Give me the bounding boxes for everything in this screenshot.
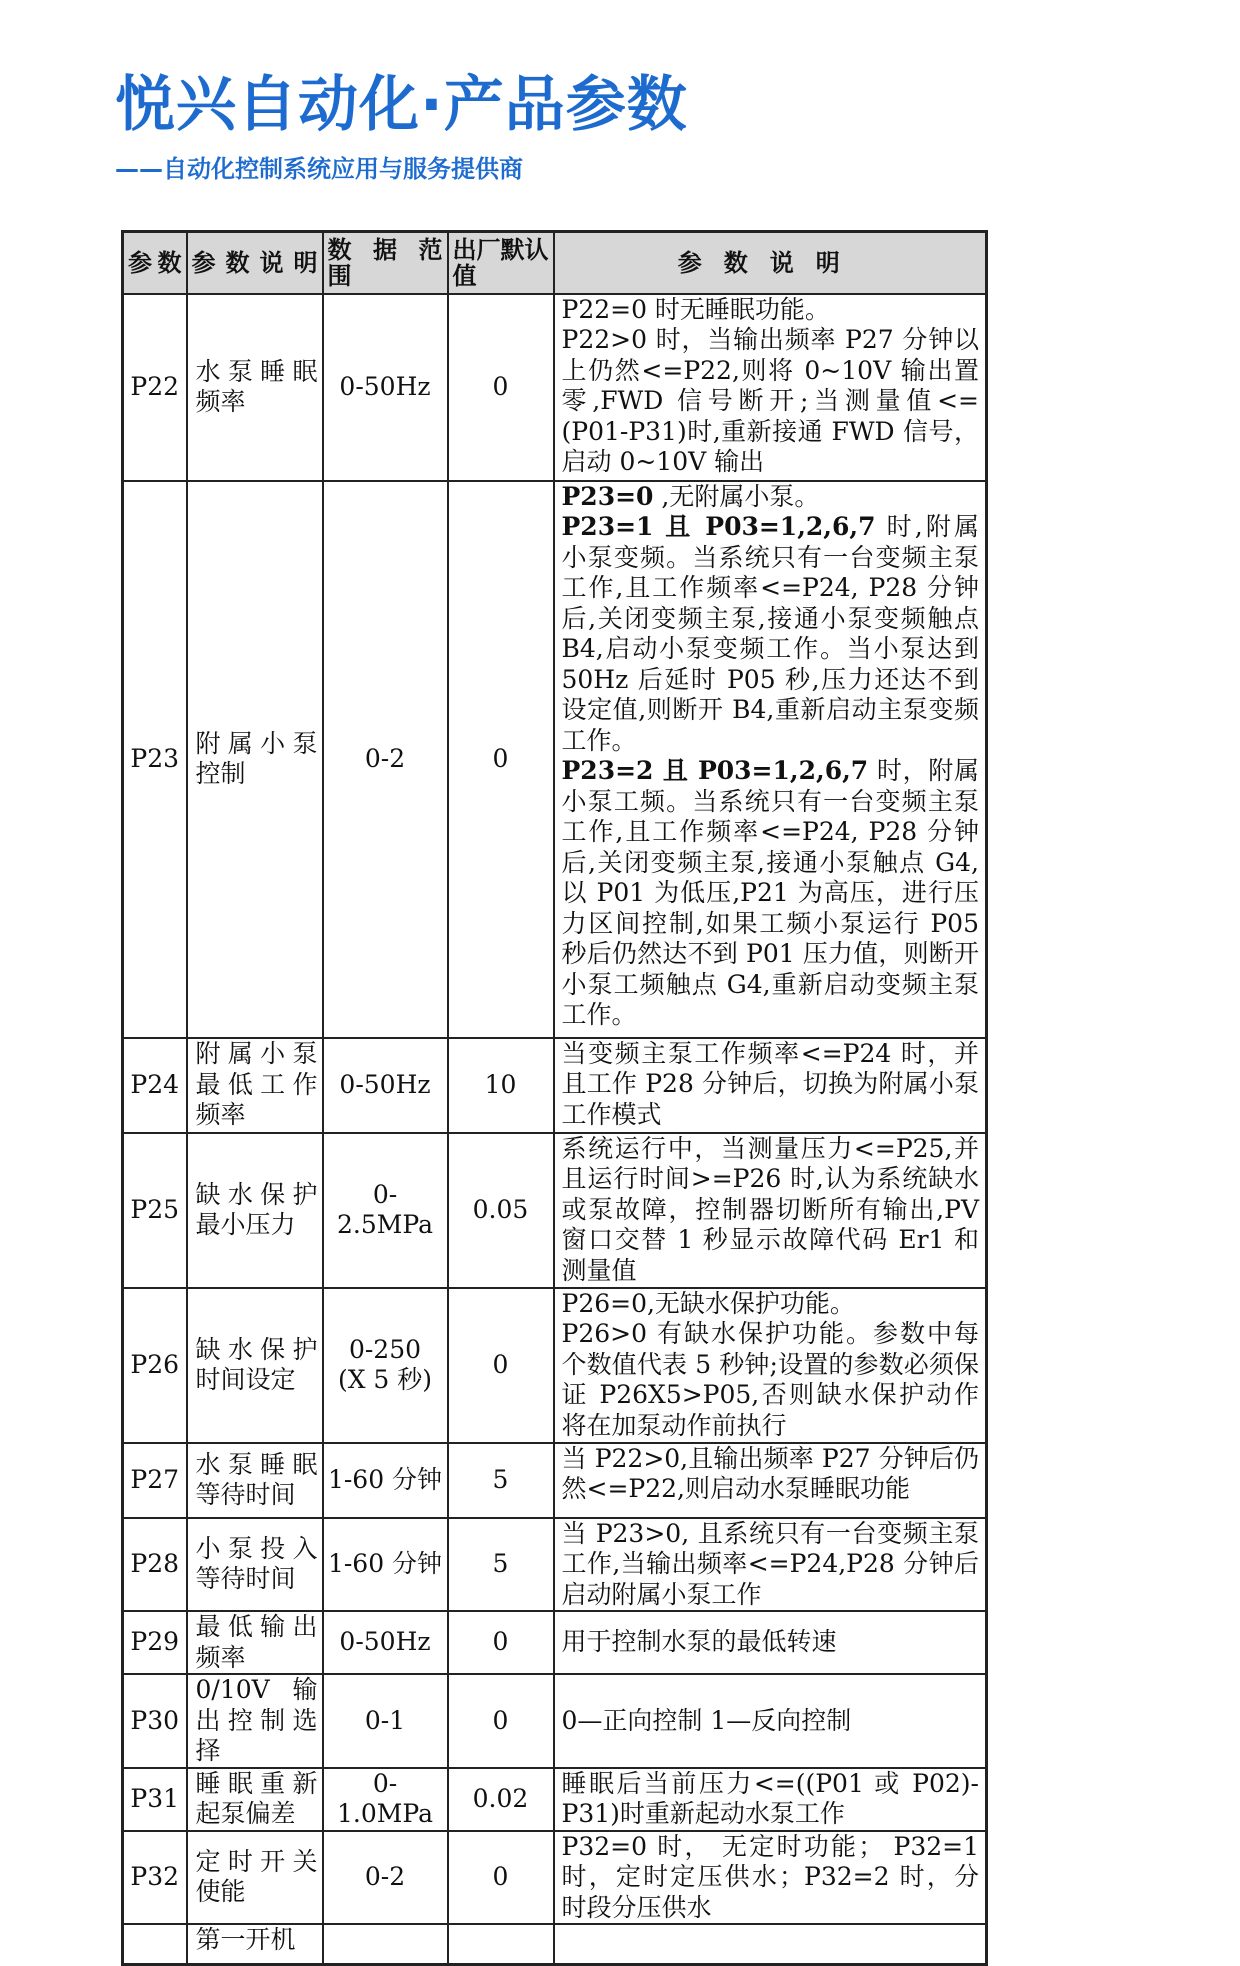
param-range: 1-60 分钟: [323, 1518, 448, 1612]
description-line: P22>0 时，当输出频率 P27 分钟以上仍然<=P22,则将 0~10V 输出置零,FWD 信号断开;当测量值<=(P01-P31)时,重新接通 FWD 信号，启动 0~10V 输出: [561, 325, 979, 476]
param-range: 0-2: [323, 481, 448, 1038]
param-default: [448, 1924, 554, 1964]
param-name: 附属小泵控制: [187, 481, 323, 1038]
param-name: 第一开机: [187, 1924, 323, 1964]
param-default: 10: [448, 1038, 554, 1133]
param-description: 睡眠后当前压力<=((P01 或 P02)-P31)时重新起动水泵工作: [554, 1768, 987, 1831]
param-code: P26: [123, 1288, 187, 1443]
description-line: P26=0,无缺水保护功能。: [561, 1288, 855, 1318]
param-default: 5: [448, 1443, 554, 1518]
param-name: 缺水保护时间设定: [187, 1288, 323, 1443]
param-code: P25: [123, 1133, 187, 1288]
param-range: 0-2: [323, 1831, 448, 1925]
param-default: 0: [448, 294, 554, 481]
description-paragraph: [562, 512, 980, 756]
table-row: [123, 1133, 987, 1288]
param-code: P29: [123, 1611, 187, 1674]
description-line: P22=0 时无睡眠功能。: [561, 294, 830, 324]
param-name: 水泵睡眠频率: [187, 294, 323, 481]
param-name: 定时开关使能: [187, 1831, 323, 1925]
param-range: 0-1: [323, 1674, 448, 1768]
parameter-table: [121, 230, 988, 1966]
param-default: 5: [448, 1518, 554, 1612]
header-description: 参数说明: [554, 232, 987, 294]
param-name: 睡眠重新起泵偏差: [187, 1768, 323, 1831]
description-paragraph: [562, 756, 980, 1031]
description-text: ,无附属小泵。: [653, 481, 820, 511]
param-description: 当变频主泵工作频率<=P24 时，并且工作 P28 分钟后，切换为附属小泵工作模式: [554, 1038, 987, 1133]
param-default: 0: [448, 1674, 554, 1768]
table-row: [123, 1674, 987, 1768]
header-code: 参数: [123, 232, 187, 294]
description-text: 时，附属小泵工频。当系统只有一台变频主泵工作,且工作频率<=P24, P28 分钟后,关闭变频主泵,接通小泵触点 G4,以 P01 为低压,P21 为高压，进行压力区间控制,如果工频小泵运行 P05 秒后仍然达不到 P01 压力值，则断开小泵工频触点 G4,重新启动变频主泵工作。: [561, 756, 979, 1029]
param-name: 水泵睡眠等待时间: [187, 1443, 323, 1518]
header-default: 出厂默认 值: [448, 232, 554, 294]
param-default: 0: [448, 1611, 554, 1674]
description-text: 时,附属小泵变频。当系统只有一台变频主泵工作,且工作频率<=P24, P28 分钟后,关闭变频主泵,接通小泵变频触点 B4,启动小泵变频工作。当小泵达到 50Hz 后延时 P05 秒,压力还达不到设定值,则断开 B4,重新启动主泵变频工作。: [561, 512, 979, 755]
table-row: [123, 1831, 987, 1925]
param-range: 1-60 分钟: [323, 1443, 448, 1518]
description-bold: P23=2 且 P03=1,2,6,7: [561, 756, 869, 785]
param-code: P24: [123, 1038, 187, 1133]
param-code: P30: [123, 1674, 187, 1768]
param-description: 当 P22>0,且输出频率 P27 分钟后仍然<=P22,则启动水泵睡眠功能: [554, 1443, 987, 1518]
param-name: 最低输出频率: [187, 1611, 323, 1674]
param-default: 0: [448, 1288, 554, 1443]
brand-subtitle: ——自动化控制系统应用与服务提供商: [115, 155, 523, 183]
param-name: 缺水保护最小压力: [187, 1133, 323, 1288]
param-code: P31: [123, 1768, 187, 1831]
brand-title: 悦兴自动化·产品参数: [115, 70, 688, 140]
param-default: 0.05: [448, 1133, 554, 1288]
table-row: [123, 1443, 987, 1518]
table-row: [123, 481, 987, 1038]
param-code: [123, 1924, 187, 1964]
param-range: [323, 1924, 448, 1964]
param-code: P27: [123, 1443, 187, 1518]
table-row: [123, 1611, 987, 1674]
table-header-row: [123, 232, 987, 294]
param-code: P32: [123, 1831, 187, 1925]
param-description: 用于控制水泵的最低转速: [554, 1611, 987, 1674]
param-default: 0: [448, 1831, 554, 1925]
table-row: [123, 1288, 987, 1443]
table-row: [123, 1924, 987, 1964]
param-range: 0-50Hz: [323, 294, 448, 481]
param-description: [554, 1288, 987, 1443]
brand-header: [115, 70, 688, 184]
param-range: 0-50Hz: [323, 1038, 448, 1133]
param-description: 系统运行中，当测量压力<=P25,并且运行时间>=P26 时,认为系统缺水或泵故障，控制器切断所有输出,PV 窗口交替 1 秒显示故障代码 Er1 和测量值: [554, 1133, 987, 1288]
param-range: 0-250 (X 5 秒): [323, 1288, 448, 1443]
description-bold: P23=1 且 P03=1,2,6,7: [561, 512, 876, 541]
param-range: 0-50Hz: [323, 1611, 448, 1674]
header-name: 参 数 说 明: [187, 232, 323, 294]
param-default: 0.02: [448, 1768, 554, 1831]
param-default: 0: [448, 481, 554, 1038]
param-name: 0/10V 输出控制选择: [187, 1674, 323, 1768]
description-paragraph: [562, 482, 980, 513]
table-row: [123, 1518, 987, 1612]
param-range: 0-1.0MPa: [323, 1768, 448, 1831]
table-row: [123, 294, 987, 481]
param-name: 小泵投入等待时间: [187, 1518, 323, 1612]
param-name: 附属小泵最低工作频率: [187, 1038, 323, 1133]
param-description: P32=0 时， 无定时功能； P32=1 时，定时定压供水；P32=2 时，分时段分压供水: [554, 1831, 987, 1925]
param-range: 0-2.5MPa: [323, 1133, 448, 1288]
header-range: 数 据 范 围: [323, 232, 448, 294]
param-code: P22: [123, 294, 187, 481]
param-description: [554, 294, 987, 481]
description-line: P26>0 有缺水保护功能。参数中每个数值代表 5 秒钟;设置的参数必须保证 P26X5>P05,否则缺水保护动作将在加泵动作前执行: [561, 1319, 979, 1440]
table-row: [123, 1038, 987, 1133]
description-bold: P23=0: [561, 481, 654, 511]
param-code: P23: [123, 481, 187, 1038]
param-description: 当 P23>0, 且系统只有一台变频主泵工作,当输出频率<=P24,P28 分钟后启动附属小泵工作: [554, 1518, 987, 1612]
param-code: P28: [123, 1518, 187, 1612]
param-description: [554, 1924, 987, 1964]
param-description: 0—正向控制 1—反向控制: [554, 1674, 987, 1768]
param-description: [554, 481, 987, 1038]
table-row: [123, 1768, 987, 1831]
